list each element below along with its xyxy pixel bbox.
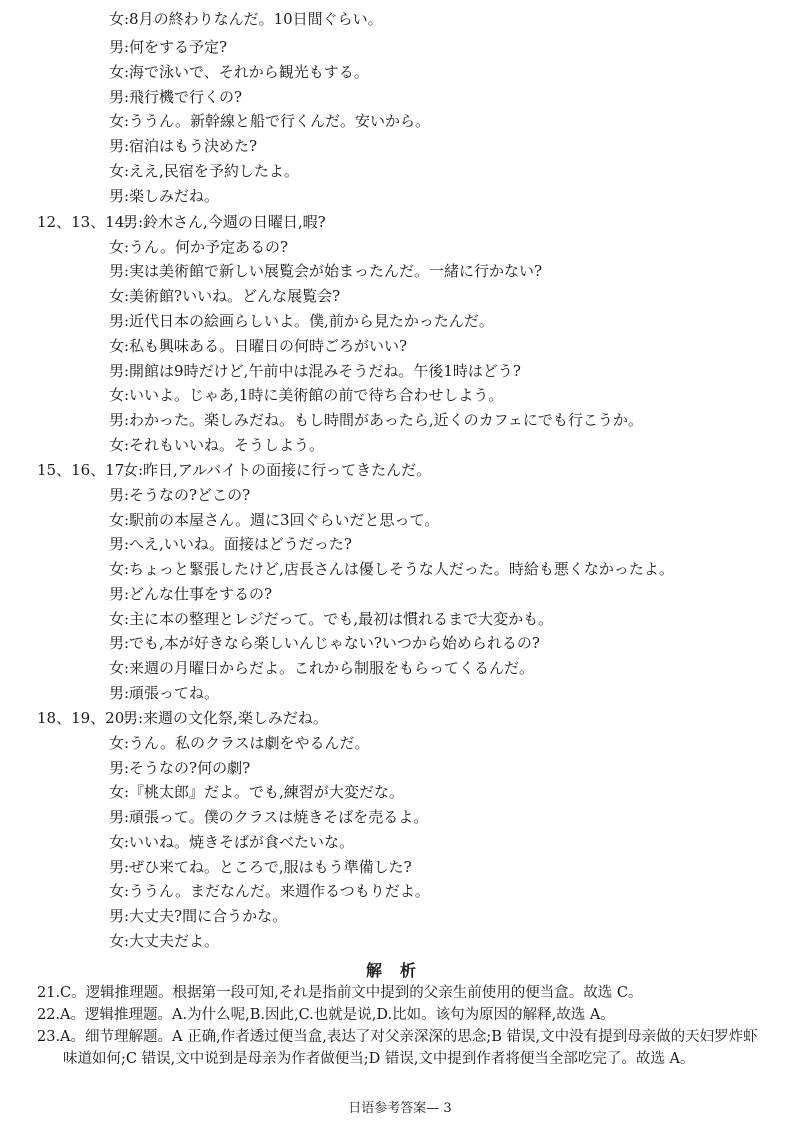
dialog-line: 女:駅前の本屋さん。週に3回ぐらいだと思って。 — [109, 511, 440, 529]
dialog-line: 女:いいね。焼きそばが食べたいな。 — [109, 833, 355, 851]
question-number: 15、16、17. — [37, 461, 130, 479]
analysis-line: 23.A。细节理解题。A 正确,作者透过便当盒,表达了对父亲深深的思念;B 错误,文中没有提到母亲做的天妇罗炸虾 — [37, 1029, 758, 1045]
dialog-line: 女:それもいいね。そうしよう。 — [109, 436, 325, 454]
dialog-line: 女:ううん。まだなんだ。来週作るつもりだよ。 — [109, 882, 430, 900]
dialog-line: 男:でも,本が好きなら楽しいんじゃない?いつから始められるの? — [109, 634, 540, 652]
dialog-line: 女:ううん。新幹線と船で行くんだ。安いから。 — [109, 112, 430, 130]
dialog-line: 女:昨日,アルバイトの面接に行ってきたんだ。 — [123, 461, 432, 479]
dialog-line: 男:ぜひ来てね。ところで,服はもう準備した? — [109, 858, 412, 876]
analysis-heading: 解析 — [365, 961, 434, 980]
dialog-line: 女:美術館?いいね。どんな展覧会? — [109, 287, 341, 305]
dialog-line: 男:鈴木さん,今週の日曜日,暇? — [123, 213, 326, 231]
question-number: 18、19、20. — [37, 709, 130, 727]
analysis-line: 味道如何;C 错误,文中说到是母亲为作者做便当;D 错误,文中提到作者将便当全部吃完了。故选 A。 — [63, 1051, 695, 1067]
dialog-line: 男:何をする予定? — [109, 38, 228, 56]
dialog-line: 男:来週の文化祭,楽しみだね。 — [123, 709, 328, 727]
analysis-line: 22.A。逻辑推理题。A.为什么呢,B.因此,C.也就是说,D.比如。该句为原因的解释,故选 A。 — [37, 1007, 615, 1023]
dialog-line: 男:楽しみだね。 — [109, 187, 220, 205]
dialog-line: 男:近代日本の絵画らしいよ。僕,前から見たかったんだ。 — [109, 312, 494, 330]
dialog-line: 男:実は美術館で新しい展覧会が始まったんだ。一緒に行かない? — [109, 262, 543, 280]
dialog-line: 女:8月の終わりなんだ。10日間ぐらい。 — [109, 10, 383, 28]
dialog-line: 女:私も興味ある。日曜日の何時ごろがいい? — [109, 337, 408, 355]
dialog-line: 男:大丈夫?間に合うかな。 — [109, 907, 288, 925]
analysis-list — [37, 982, 767, 1070]
dialog-line: 女:いいよ。じゃあ,1時に美術館の前で待ち合わせしよう。 — [109, 386, 504, 404]
dialog-line: 男:そうなの?何の劇? — [109, 759, 251, 777]
question-number: 12、13、14. — [37, 213, 130, 231]
dialog-line: 男:わかった。楽しみだね。もし時間があったら,近くのカフェにでも行こうか。 — [109, 411, 643, 429]
dialog-line: 女:主に本の整理とレジだって。でも,最初は慣れるまで大変かも。 — [109, 610, 554, 628]
dialog-line: 女:来週の月曜日からだよ。これから制服をもらってくるんだ。 — [109, 659, 535, 677]
dialog-line: 男:開館は9時だけど,午前中は混みそうだね。午後1時はどう? — [109, 362, 521, 380]
dialog-line: 女:海で泳いで、それから観光もする。 — [109, 63, 369, 81]
dialog-line: 男:頑張ってね。 — [109, 684, 220, 702]
dialog-line: 男:宿泊はもう決めた? — [109, 137, 258, 155]
dialog-line: 女:大丈夫だよ。 — [109, 932, 220, 950]
dialog-line: 女:うん。何か予定あるの? — [109, 238, 288, 256]
dialog-line: 男:そうなの?どこの? — [109, 486, 251, 504]
dialog-line: 男:飛行機で行くの? — [109, 88, 243, 106]
dialog-line: 男:へえ,いいね。面接はどうだった? — [109, 535, 352, 553]
analysis-line: 21.C。逻辑推理题。根据第一段可知,それ是指前文中提到的父亲生前使用的便当盒。故选 C。 — [37, 985, 643, 1001]
dialog-line: 男:頑張って。僕のクラスは焼きそばを売るよ。 — [109, 808, 429, 826]
dialog-line: 女:ちょっと緊張したけど,店長さんは優しそうな人だった。時給も悪くなかったよ。 — [109, 560, 674, 578]
dialog-line: 女:ええ,民宿を予約したよ。 — [109, 162, 299, 180]
dialog-line: 女:『桃太郎』だよ。でも,練習が大変だな。 — [109, 783, 404, 801]
dialog-line: 女:うん。私のクラスは劇をやるんだ。 — [109, 734, 370, 752]
page-footer: 日语参考答案— 3 — [348, 1101, 452, 1116]
dialog-line: 男:どんな仕事をするの? — [109, 585, 273, 603]
